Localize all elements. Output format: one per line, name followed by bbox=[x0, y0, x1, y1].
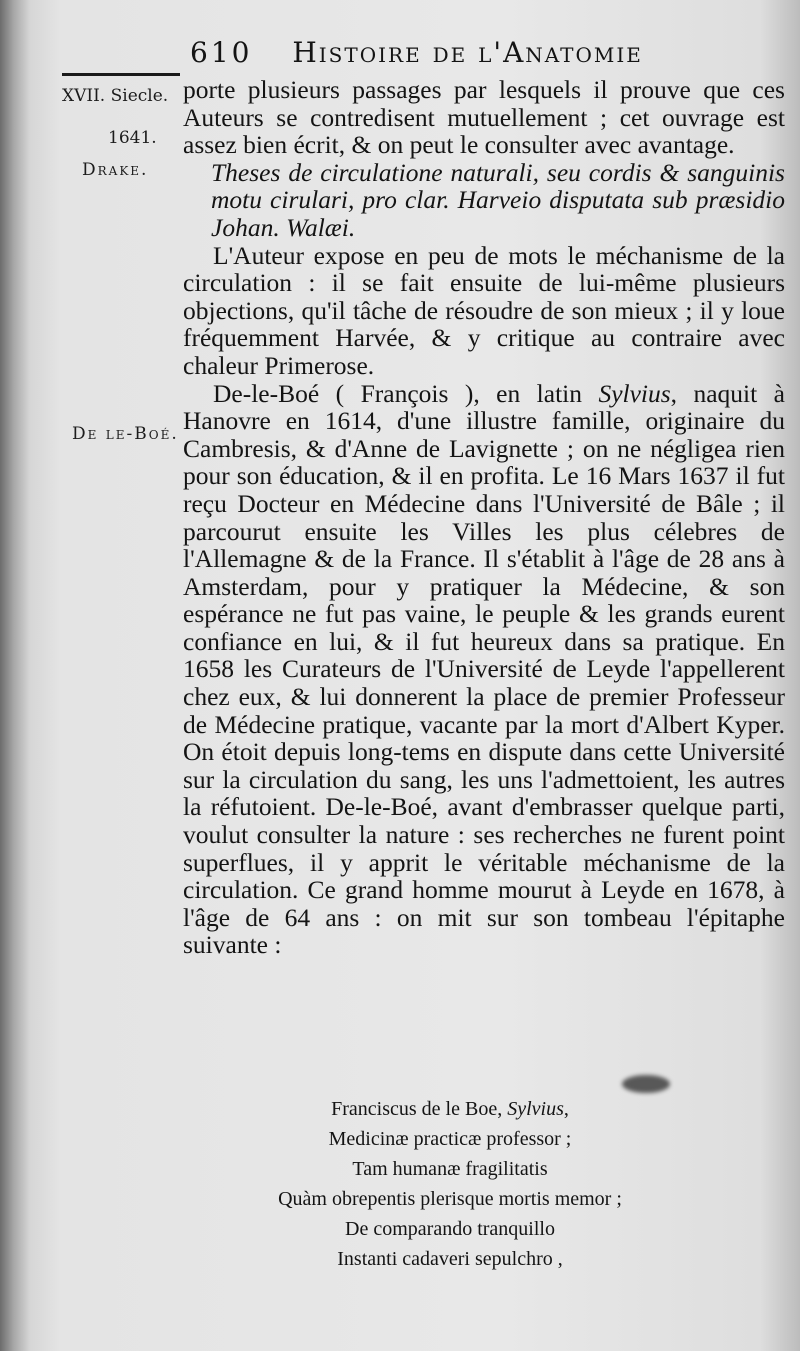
running-title: Histoire de l'Anatomie bbox=[292, 36, 643, 69]
margin-century: XVII. Siecle. bbox=[62, 86, 169, 106]
paragraph-circulation: L'Auteur expose en peu de mots le méchanisme de la circulation : il se fait ensuite de lui-même plusieurs objections, qu'il tâche de résoudre de son mieux ; il y loue fréquemment Harvée, & y critique au contraire avec chaleur Primerose. bbox=[183, 240, 785, 380]
page-header bbox=[190, 36, 780, 69]
epitaph-comma: , bbox=[563, 1098, 569, 1120]
sylvius-name: Sylvius bbox=[598, 378, 671, 408]
epitaph-line-2: Medicinæ practicæ professor ; bbox=[328, 1128, 572, 1150]
margin-rule bbox=[62, 73, 180, 76]
paragraph-deleboe bbox=[183, 380, 785, 959]
main-text bbox=[183, 76, 785, 959]
margin-year: 1641. bbox=[108, 128, 157, 148]
latin-work-title: Theses de circulatione naturali, seu cordis & sanguinis motu cirulari, pro clar. Harveio disputata sub præsidio Johan. Walæi. bbox=[211, 157, 785, 242]
epitaph-line-6: Instanti cadaveri sepulchro , bbox=[337, 1248, 563, 1270]
margin-author-deleboe: De le-Boé. bbox=[72, 424, 179, 444]
margin-author-drake: Drake. bbox=[82, 160, 149, 180]
deleboe-biography: , naquit à Hanovre en 1614, d'une illustre famille, originaire du Cambresis, & d'Anne de Lavignette ; on ne négligea rien pour son éducation, & il en profita. Le 16 Mars 1637 il fut reçu Docteur en Médecine dans l'Université de Bâle ; il parcourut ensuite les Villes les plus célebres de l'Allemagne & de la France. Il s'établit à l'âge de 28 ans à Amsterdam, pour y pratiquer la Médecine, & son espérance ne fut pas vaine, le peuple & les grands eurent confiance en lui, & il fut heureux dans sa pratique. En 1658 les Curateurs de l'Université de Leyde l'appellerent chez eux, & lui donnerent la place de premier Professeur de Médecine pratique, vacante par la mort d'Albert Kyper. On étoit depuis long-tems en dispute dans cette Université sur la circulation du sang, les uns l'admettoient, les autres la réfutoient. De-le-Boé, avant d'embrasser quelque parti, voulut consulter la nature : ses recherches ne furent point superflues, il y apprit le véritable méchanisme de la circulation. Ce grand homme mourut à Leyde en 1678, à l'âge de 64 ans : on mit sur son tombeau l'épitaphe suivante : bbox=[183, 378, 785, 960]
epitaph-line-1 bbox=[240, 1094, 660, 1124]
deleboe-intro: De-le-Boé ( François ), en latin bbox=[213, 378, 599, 408]
page-number: 610 bbox=[190, 36, 253, 69]
ink-smudge bbox=[622, 1075, 670, 1093]
paragraph-continuation: porte plusieurs passages par lesquels il prouve que ces Auteurs se contredisent mutuellement ; cet ouvrage est assez bien écrit, & on peut le consulter avec avantage. bbox=[183, 75, 785, 160]
epitaph-line-3: Tam humanæ fragilitatis bbox=[352, 1158, 548, 1180]
epitaph-name: Franciscus de le Boe, bbox=[331, 1098, 508, 1120]
epitaph-sylvius: Sylvius bbox=[507, 1098, 564, 1120]
epitaph-line-4: Quàm obrepentis plerisque mortis memor ; bbox=[278, 1188, 622, 1210]
epitaph-line-5: De comparando tranquillo bbox=[345, 1218, 555, 1240]
epitaph bbox=[240, 1094, 660, 1274]
